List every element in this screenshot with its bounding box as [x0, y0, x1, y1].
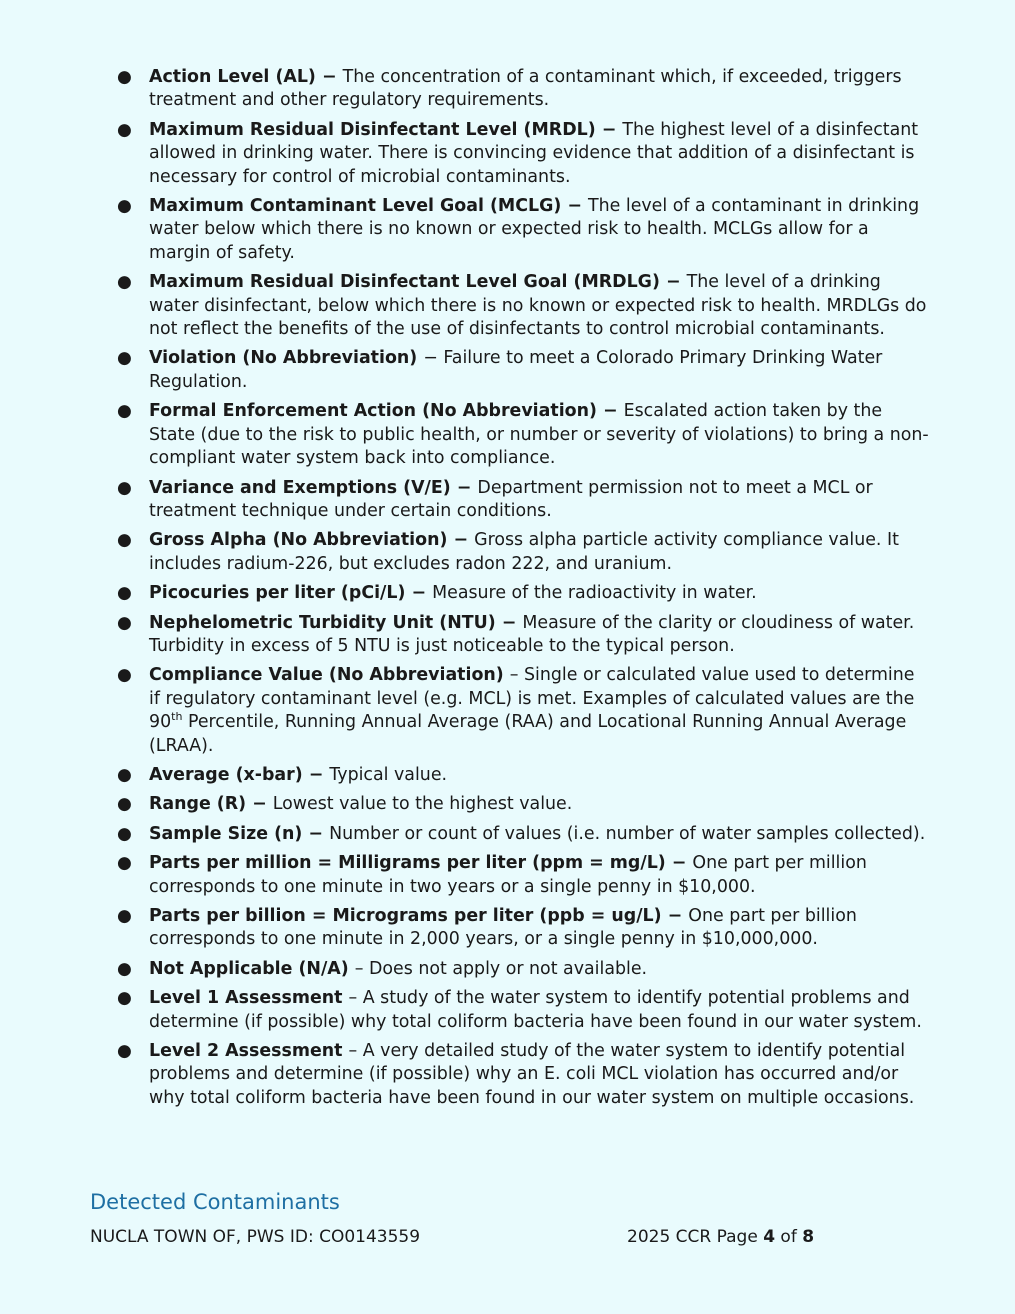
definition-item [117, 958, 929, 981]
term-definition: – A study of the water system to identify potential problems and determine (if possible) why total coliform bacteria have been found in our water system. [149, 988, 922, 1032]
definition-item [117, 195, 929, 265]
bullet-icon: ● [117, 67, 132, 87]
definition-item [117, 612, 929, 659]
term-name: Violation (No Abbreviation) [149, 348, 424, 369]
definitions-list [117, 66, 929, 1116]
bullet-icon: ● [117, 119, 132, 140]
definition-item [117, 66, 929, 113]
term-name: Level 1 Assessment [149, 988, 349, 1009]
definition-item [117, 477, 929, 524]
term-name: Action Level (AL) − [149, 67, 343, 87]
bullet-icon: ● [117, 958, 132, 979]
term-definition: Measure of the radioactivity in water. [432, 583, 757, 604]
term-definition: – Does not apply or not available. [354, 958, 648, 979]
bullet-icon: ● [117, 1041, 132, 1062]
bullet-icon: ● [117, 764, 132, 785]
bullet-icon: ● [117, 823, 132, 844]
term-name: Sample Size (n) − [149, 823, 330, 844]
term-definition: The level of a drinking water disinfectant, below which there is no known or expected risk to health. MRDLGs do not reflect the benefits of the use of disinfectants to control microbial contaminants. [149, 272, 927, 340]
term-name: Picocuries per liter (pCi/L) − [149, 583, 433, 604]
definition-item [117, 271, 929, 341]
term-definition: – Single or calculated value used to determine if regulatory contaminant level (e.g. MCL) is met. Examples of calculated values are the 90 [149, 665, 915, 733]
bullet-icon: ● [117, 196, 132, 217]
term-name: Gross Alpha (No Abbreviation) − [149, 530, 475, 551]
term-name: Formal Enforcement Action (No Abbreviation) − [149, 401, 624, 422]
term-definition: The concentration of a contaminant which, if exceeded, triggers treatment and other regulatory requirements. [149, 67, 902, 111]
bullet-icon: ● [117, 477, 132, 498]
superscript: th [171, 710, 183, 724]
bullet-icon: ● [117, 401, 132, 422]
definition-item [117, 119, 929, 189]
term-name: Not Applicable (N/A) [149, 958, 355, 979]
definition-item [117, 905, 929, 952]
term-definition: − Failure to meet a Colorado Primary Drinking Water Regulation. [149, 348, 883, 392]
term-name: Variance and Exemptions (V/E) − [149, 477, 478, 498]
bullet-icon: ● [117, 853, 132, 874]
term-name: Parts per billion = Micrograms per liter (ppb = ug/L) − [149, 906, 689, 926]
term-definition: The highest level of a disinfectant allowed in drinking water. There is convincing evidence that addition of a disinfectant is necessary for control of microbial contaminants. [149, 119, 919, 187]
definition-item [117, 664, 929, 758]
term-name: Compliance Value (No Abbreviation) [149, 665, 510, 686]
term-definition: Escalated action taken by the State (due to the risk to public health, or number or severity of violations) to bring a non-compliant water system back into compliance. [149, 401, 929, 469]
term-definition: – A very detailed study of the water system to identify potential problems and determine (if possible) why an E. coli MCL violation has occurred and/or why total coliform bacteria have been found in our water system on multiple occasions. [149, 1041, 915, 1108]
footer-page-label: 2025 CCR Page [627, 1227, 764, 1247]
definition-item [117, 400, 929, 470]
bullet-icon: ● [117, 988, 132, 1009]
bullet-icon: ● [117, 794, 132, 815]
term-definition: Gross alpha particle activity compliance value. It includes radium-226, but excludes radon 222, and uranium. [149, 530, 899, 574]
definition-item [117, 1040, 929, 1110]
term-definition: The level of a contaminant in drinking water below which there is no known or expected risk to health. MCLGs allow for a margin of safety. [149, 196, 920, 263]
definition-item [117, 987, 929, 1034]
footer-page-counter [627, 1226, 814, 1248]
definition-item [117, 764, 929, 787]
term-definition: One part per million corresponds to one minute in two years or a single penny in $10,000. [149, 853, 867, 897]
footer-page-total: 8 [802, 1227, 815, 1247]
bullet-icon: ● [117, 272, 132, 293]
footer-page-number: 4 [763, 1227, 776, 1247]
definition-item [117, 347, 929, 394]
term-definition-continued: Percentile, Running Annual Average (RAA) and Locational Running Annual Average (LRAA). [149, 712, 907, 756]
bullet-icon: ● [117, 348, 132, 369]
bullet-icon: ● [117, 612, 132, 633]
term-name: Parts per million = Milligrams per liter (ppm = mg/L) − [149, 853, 693, 874]
term-definition: Lowest value to the highest value. [272, 794, 573, 815]
definition-item [117, 793, 929, 816]
term-name: Level 2 Assessment [149, 1041, 349, 1062]
term-definition: Typical value. [329, 764, 448, 785]
definition-item [117, 582, 929, 605]
definition-item [117, 529, 929, 576]
footer-page-of: of [775, 1227, 803, 1247]
footer-system-id: NUCLA TOWN OF, PWS ID: CO0143559 [90, 1227, 421, 1247]
bullet-icon: ● [117, 906, 132, 926]
term-name: Maximum Contaminant Level Goal (MCLG) − [149, 196, 588, 217]
bullet-icon: ● [117, 583, 132, 604]
term-definition: One part per billion corresponds to one minute in 2,000 years, or a single penny in $10,000,000. [149, 906, 857, 950]
term-definition: Number or count of values (i.e. number of water samples collected). [329, 823, 926, 844]
definition-item [117, 852, 929, 899]
bullet-icon: ● [117, 665, 132, 686]
term-name: Nephelometric Turbidity Unit (NTU) − [149, 612, 523, 633]
term-name: Maximum Residual Disinfectant Level Goal (MRDLG) − [149, 272, 687, 293]
bullet-icon: ● [117, 530, 132, 551]
term-name: Range (R) − [149, 794, 273, 815]
section-heading: Detected Contaminants [90, 1190, 340, 1214]
definition-item [117, 823, 929, 846]
term-name: Maximum Residual Disinfectant Level (MRDL) − [149, 119, 623, 140]
term-definition: Department permission not to meet a MCL or treatment technique under certain conditions. [149, 477, 873, 521]
term-definition: Measure of the clarity or cloudiness of water. Turbidity in excess of 5 NTU is just noticeable to the typical person. [149, 612, 915, 656]
term-name: Average (x-bar) − [149, 764, 330, 785]
